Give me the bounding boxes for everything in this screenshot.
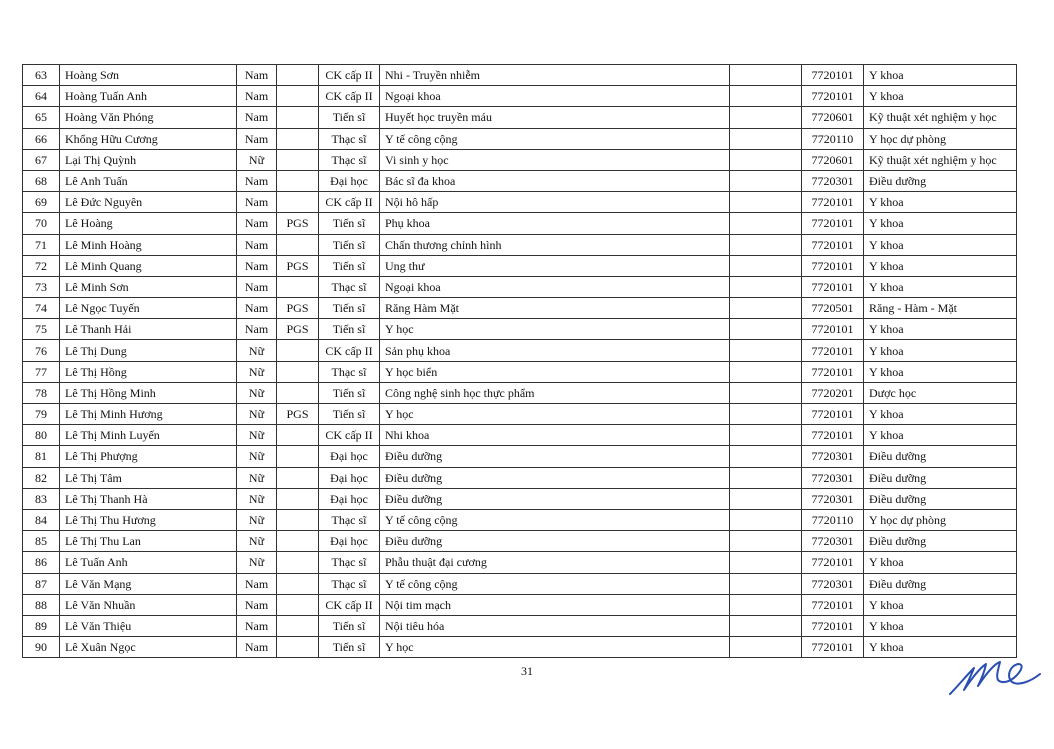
program-code: 7720101 [802, 615, 864, 636]
academic-title [277, 552, 319, 573]
table-row [23, 425, 1017, 446]
program-code: 7720101 [802, 425, 864, 446]
program-code: 7720101 [802, 234, 864, 255]
specialization: Y tế công cộng [380, 573, 730, 594]
degree: Thạc sĩ [319, 509, 380, 530]
row-number: 73 [23, 276, 60, 297]
specialization: Răng Hàm Mặt [380, 298, 730, 319]
gender: Nam [237, 86, 277, 107]
academic-title: PGS [277, 404, 319, 425]
academic-title: PGS [277, 213, 319, 234]
row-number: 64 [23, 86, 60, 107]
program-code: 7720101 [802, 276, 864, 297]
gender: Nam [237, 255, 277, 276]
program-code: 7720501 [802, 298, 864, 319]
degree: Thạc sĩ [319, 573, 380, 594]
staff-name: Lê Văn Nhuần [60, 594, 237, 615]
gender: Nữ [237, 425, 277, 446]
note-cell [730, 637, 802, 658]
specialization: Nội tim mạch [380, 594, 730, 615]
specialization: Y tế công cộng [380, 509, 730, 530]
program-code: 7720101 [802, 65, 864, 86]
degree: CK cấp II [319, 65, 380, 86]
program-code: 7720101 [802, 594, 864, 615]
specialization: Nội hô hấp [380, 192, 730, 213]
program-field: Y học dự phòng [864, 128, 1017, 149]
academic-title [277, 86, 319, 107]
degree: Đại học [319, 446, 380, 467]
gender: Nam [237, 319, 277, 340]
degree: Thạc sĩ [319, 361, 380, 382]
specialization: Nhi khoa [380, 425, 730, 446]
note-cell [730, 86, 802, 107]
staff-name: Lê Thị Thu Lan [60, 531, 237, 552]
note-cell [730, 319, 802, 340]
gender: Nữ [237, 467, 277, 488]
program-field: Y khoa [864, 425, 1017, 446]
staff-name: Lê Hoàng [60, 213, 237, 234]
row-number: 65 [23, 107, 60, 128]
row-number: 66 [23, 128, 60, 149]
program-field: Y khoa [864, 319, 1017, 340]
degree: Tiến sĩ [319, 404, 380, 425]
gender: Nữ [237, 340, 277, 361]
table-row [23, 446, 1017, 467]
gender: Nam [237, 573, 277, 594]
gender: Nam [237, 128, 277, 149]
staff-name: Lại Thị Quỳnh [60, 149, 237, 170]
table-row [23, 509, 1017, 530]
gender: Nam [237, 594, 277, 615]
program-field: Y khoa [864, 192, 1017, 213]
note-cell [730, 446, 802, 467]
academic-title [277, 488, 319, 509]
program-code: 7720601 [802, 149, 864, 170]
staff-name: Lê Thị Dung [60, 340, 237, 361]
row-number: 82 [23, 467, 60, 488]
table-body [23, 65, 1017, 658]
staff-name: Lê Thị Minh Hương [60, 404, 237, 425]
degree: Thạc sĩ [319, 552, 380, 573]
program-code: 7720201 [802, 382, 864, 403]
program-code: 7720101 [802, 213, 864, 234]
degree: CK cấp II [319, 340, 380, 361]
row-number: 68 [23, 170, 60, 191]
staff-name: Lê Văn Thiệu [60, 615, 237, 636]
table-row [23, 86, 1017, 107]
staff-name: Lê Minh Sơn [60, 276, 237, 297]
row-number: 86 [23, 552, 60, 573]
program-code: 7720101 [802, 340, 864, 361]
table-row [23, 234, 1017, 255]
program-code: 7720101 [802, 361, 864, 382]
academic-title [277, 509, 319, 530]
gender: Nam [237, 234, 277, 255]
table-row [23, 276, 1017, 297]
note-cell [730, 107, 802, 128]
table-row [23, 319, 1017, 340]
table-row [23, 594, 1017, 615]
program-field: Y khoa [864, 276, 1017, 297]
academic-title [277, 637, 319, 658]
program-code: 7720101 [802, 319, 864, 340]
gender: Nam [237, 192, 277, 213]
note-cell [730, 552, 802, 573]
row-number: 78 [23, 382, 60, 403]
table-row [23, 65, 1017, 86]
staff-name: Hoàng Văn Phóng [60, 107, 237, 128]
table-row [23, 340, 1017, 361]
academic-title [277, 234, 319, 255]
academic-title [277, 340, 319, 361]
academic-title [277, 382, 319, 403]
program-field: Điều dưỡng [864, 467, 1017, 488]
staff-name: Lê Văn Mạng [60, 573, 237, 594]
gender: Nam [237, 213, 277, 234]
specialization: Huyết học truyền máu [380, 107, 730, 128]
program-code: 7720301 [802, 446, 864, 467]
academic-title [277, 425, 319, 446]
note-cell [730, 276, 802, 297]
gender: Nam [237, 65, 277, 86]
degree: Tiến sĩ [319, 382, 380, 403]
gender: Nam [237, 615, 277, 636]
row-number: 72 [23, 255, 60, 276]
academic-title [277, 573, 319, 594]
academic-title: PGS [277, 298, 319, 319]
note-cell [730, 340, 802, 361]
note-cell [730, 488, 802, 509]
note-cell [730, 298, 802, 319]
note-cell [730, 425, 802, 446]
program-code: 7720101 [802, 552, 864, 573]
degree: Thạc sĩ [319, 149, 380, 170]
specialization: Điều dưỡng [380, 446, 730, 467]
note-cell [730, 149, 802, 170]
table-row [23, 615, 1017, 636]
page-number: 31 [521, 664, 533, 678]
staff-name: Lê Thanh Hải [60, 319, 237, 340]
gender: Nữ [237, 446, 277, 467]
degree: Tiến sĩ [319, 234, 380, 255]
table-row [23, 170, 1017, 191]
degree: Đại học [319, 488, 380, 509]
note-cell [730, 213, 802, 234]
row-number: 87 [23, 573, 60, 594]
staff-name: Hoàng Sơn [60, 65, 237, 86]
row-number: 77 [23, 361, 60, 382]
row-number: 83 [23, 488, 60, 509]
specialization: Bác sĩ đa khoa [380, 170, 730, 191]
note-cell [730, 594, 802, 615]
academic-title [277, 615, 319, 636]
gender: Nam [237, 637, 277, 658]
gender: Nữ [237, 149, 277, 170]
staff-name: Lê Thị Thu Hương [60, 509, 237, 530]
program-field: Kỹ thuật xét nghiệm y học [864, 107, 1017, 128]
program-field: Điều dưỡng [864, 573, 1017, 594]
gender: Nữ [237, 382, 277, 403]
row-number: 74 [23, 298, 60, 319]
program-field: Y khoa [864, 361, 1017, 382]
degree: Tiến sĩ [319, 107, 380, 128]
table-row [23, 128, 1017, 149]
specialization: Ung thư [380, 255, 730, 276]
program-code: 7720110 [802, 128, 864, 149]
degree: CK cấp II [319, 594, 380, 615]
gender: Nữ [237, 404, 277, 425]
degree: Tiến sĩ [319, 615, 380, 636]
note-cell [730, 573, 802, 594]
table-row [23, 107, 1017, 128]
table-row [23, 637, 1017, 658]
degree: Tiến sĩ [319, 298, 380, 319]
gender: Nữ [237, 531, 277, 552]
table-row [23, 531, 1017, 552]
row-number: 85 [23, 531, 60, 552]
row-number: 71 [23, 234, 60, 255]
program-field: Y khoa [864, 637, 1017, 658]
signature-mark [944, 652, 1044, 698]
specialization: Y học [380, 404, 730, 425]
staff-name: Lê Thị Hồng [60, 361, 237, 382]
program-code: 7720101 [802, 192, 864, 213]
note-cell [730, 255, 802, 276]
note-cell [730, 128, 802, 149]
table-row [23, 213, 1017, 234]
program-code: 7720301 [802, 531, 864, 552]
program-field: Điều dưỡng [864, 446, 1017, 467]
staff-name: Lê Tuấn Anh [60, 552, 237, 573]
row-number: 63 [23, 65, 60, 86]
row-number: 80 [23, 425, 60, 446]
academic-title [277, 446, 319, 467]
program-field: Điều dưỡng [864, 531, 1017, 552]
specialization: Y học [380, 319, 730, 340]
program-field: Y khoa [864, 65, 1017, 86]
staff-name: Lê Xuân Ngọc [60, 637, 237, 658]
staff-name: Khổng Hữu Cương [60, 128, 237, 149]
staff-name: Lê Anh Tuấn [60, 170, 237, 191]
gender: Nữ [237, 488, 277, 509]
staff-table [22, 64, 1017, 658]
note-cell [730, 170, 802, 191]
row-number: 81 [23, 446, 60, 467]
table-row [23, 255, 1017, 276]
table-row [23, 404, 1017, 425]
academic-title [277, 149, 319, 170]
degree: CK cấp II [319, 86, 380, 107]
specialization: Ngoại khoa [380, 276, 730, 297]
table-row [23, 552, 1017, 573]
row-number: 76 [23, 340, 60, 361]
note-cell [730, 467, 802, 488]
staff-name: Lê Ngọc Tuyến [60, 298, 237, 319]
table-row [23, 573, 1017, 594]
degree: Đại học [319, 531, 380, 552]
program-field: Y khoa [864, 340, 1017, 361]
program-code: 7720101 [802, 86, 864, 107]
note-cell [730, 234, 802, 255]
note-cell [730, 531, 802, 552]
specialization: Điều dưỡng [380, 467, 730, 488]
staff-name: Hoàng Tuấn Anh [60, 86, 237, 107]
program-code: 7720301 [802, 488, 864, 509]
academic-title [277, 128, 319, 149]
academic-title [277, 531, 319, 552]
academic-title [277, 361, 319, 382]
academic-title [277, 65, 319, 86]
program-field: Y khoa [864, 234, 1017, 255]
academic-title [277, 467, 319, 488]
table-row [23, 149, 1017, 170]
degree: Đại học [319, 170, 380, 191]
note-cell [730, 404, 802, 425]
row-number: 90 [23, 637, 60, 658]
specialization: Y học biển [380, 361, 730, 382]
gender: Nữ [237, 361, 277, 382]
program-field: Dược học [864, 382, 1017, 403]
academic-title [277, 107, 319, 128]
specialization: Ngoại khoa [380, 86, 730, 107]
table-row [23, 467, 1017, 488]
row-number: 70 [23, 213, 60, 234]
staff-name: Lê Minh Hoàng [60, 234, 237, 255]
staff-name: Lê Thị Hồng Minh [60, 382, 237, 403]
academic-title [277, 276, 319, 297]
degree: Đại học [319, 467, 380, 488]
gender: Nam [237, 170, 277, 191]
gender: Nữ [237, 552, 277, 573]
program-field: Y khoa [864, 594, 1017, 615]
degree: Tiến sĩ [319, 213, 380, 234]
specialization: Điều dưỡng [380, 488, 730, 509]
program-field: Y khoa [864, 552, 1017, 573]
specialization: Y học [380, 637, 730, 658]
row-number: 75 [23, 319, 60, 340]
program-code: 7720101 [802, 637, 864, 658]
gender: Nam [237, 107, 277, 128]
row-number: 79 [23, 404, 60, 425]
specialization: Nội tiêu hóa [380, 615, 730, 636]
degree: Tiến sĩ [319, 255, 380, 276]
degree: Tiến sĩ [319, 319, 380, 340]
note-cell [730, 65, 802, 86]
staff-name: Lê Thị Phượng [60, 446, 237, 467]
degree: Tiến sĩ [319, 637, 380, 658]
academic-title [277, 192, 319, 213]
staff-name: Lê Đức Nguyên [60, 192, 237, 213]
degree: CK cấp II [319, 192, 380, 213]
program-field: Điều dưỡng [864, 488, 1017, 509]
row-number: 84 [23, 509, 60, 530]
staff-name: Lê Thị Tâm [60, 467, 237, 488]
row-number: 88 [23, 594, 60, 615]
program-code: 7720301 [802, 573, 864, 594]
academic-title [277, 170, 319, 191]
note-cell [730, 509, 802, 530]
specialization: Sản phụ khoa [380, 340, 730, 361]
program-code: 7720301 [802, 467, 864, 488]
row-number: 69 [23, 192, 60, 213]
academic-title [277, 594, 319, 615]
specialization: Công nghệ sinh học thực phẩm [380, 382, 730, 403]
program-code: 7720301 [802, 170, 864, 191]
specialization: Vi sinh y học [380, 149, 730, 170]
specialization: Điều dưỡng [380, 531, 730, 552]
specialization: Phụ khoa [380, 213, 730, 234]
academic-title: PGS [277, 255, 319, 276]
gender: Nam [237, 298, 277, 319]
staff-name: Lê Thị Minh Luyến [60, 425, 237, 446]
program-field: Y học dự phòng [864, 509, 1017, 530]
row-number: 89 [23, 615, 60, 636]
table-row [23, 361, 1017, 382]
staff-name: Lê Minh Quang [60, 255, 237, 276]
table-row [23, 488, 1017, 509]
academic-title: PGS [277, 319, 319, 340]
degree: Thạc sĩ [319, 128, 380, 149]
program-code: 7720101 [802, 404, 864, 425]
degree: Thạc sĩ [319, 276, 380, 297]
gender: Nam [237, 276, 277, 297]
row-number: 67 [23, 149, 60, 170]
table-row [23, 382, 1017, 403]
program-field: Y khoa [864, 615, 1017, 636]
program-field: Y khoa [864, 404, 1017, 425]
table-row [23, 298, 1017, 319]
program-field: Răng - Hàm - Mặt [864, 298, 1017, 319]
program-code: 7720110 [802, 509, 864, 530]
program-field: Điều dưỡng [864, 170, 1017, 191]
program-field: Y khoa [864, 255, 1017, 276]
specialization: Chấn thương chỉnh hình [380, 234, 730, 255]
program-code: 7720601 [802, 107, 864, 128]
note-cell [730, 192, 802, 213]
gender: Nữ [237, 509, 277, 530]
note-cell [730, 361, 802, 382]
specialization: Y tế công cộng [380, 128, 730, 149]
program-field: Y khoa [864, 86, 1017, 107]
program-code: 7720101 [802, 255, 864, 276]
specialization: Phẫu thuật đại cương [380, 552, 730, 573]
program-field: Y khoa [864, 213, 1017, 234]
note-cell [730, 382, 802, 403]
table-row [23, 192, 1017, 213]
note-cell [730, 615, 802, 636]
specialization: Nhi - Truyền nhiễm [380, 65, 730, 86]
staff-name: Lê Thị Thanh Hà [60, 488, 237, 509]
degree: CK cấp II [319, 425, 380, 446]
program-field: Kỹ thuật xét nghiệm y học [864, 149, 1017, 170]
